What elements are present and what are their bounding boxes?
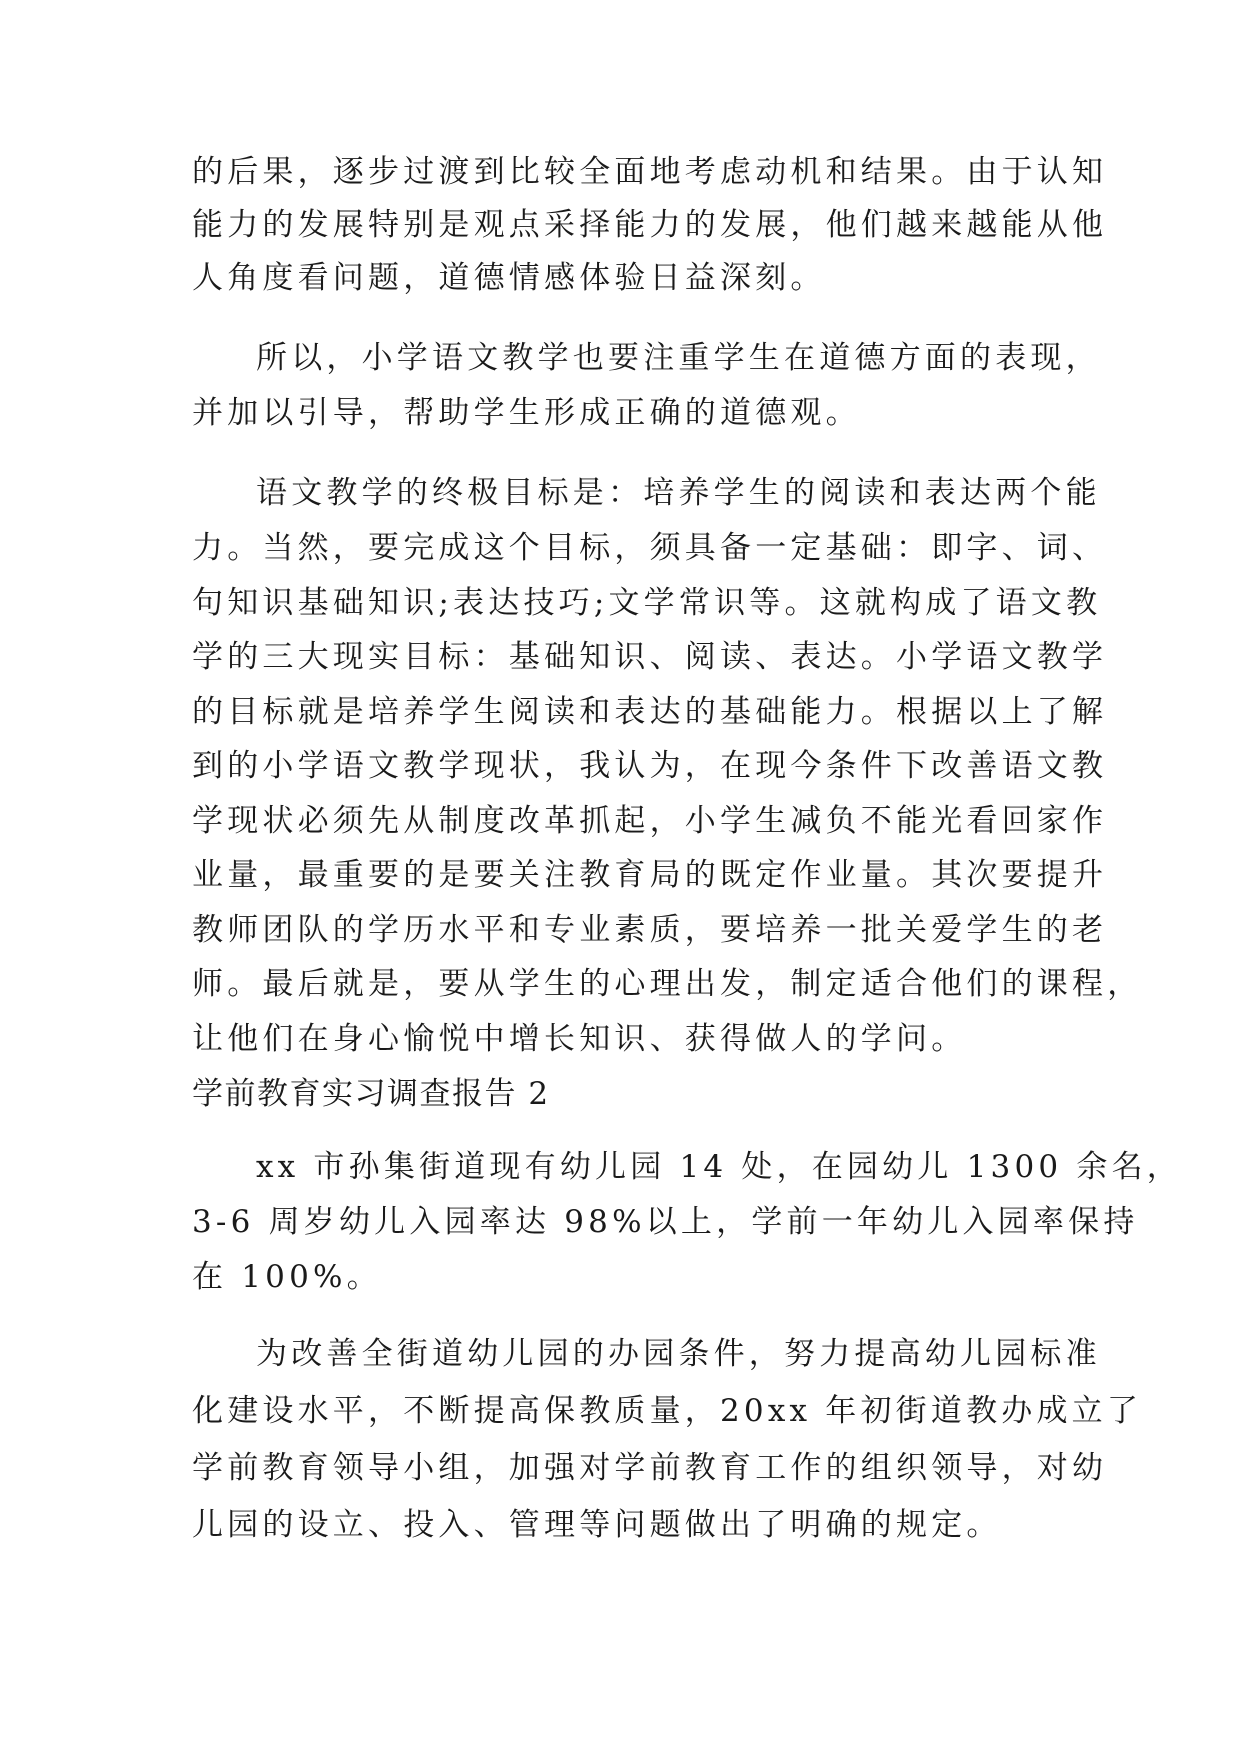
- paragraph-line: 力。当然，要完成这个目标，须具备一定基础：即字、词、: [192, 530, 1108, 566]
- paragraph-line: 让他们在身心愉悦中增长知识、获得做人的学问。: [192, 1021, 967, 1057]
- paragraph-line: 能力的发展特别是观点采择能力的发展，他们越来越能从他: [192, 207, 1108, 243]
- paragraph-line: 所以，小学语文教学也要注重学生在道德方面的表现，: [256, 340, 1101, 376]
- paragraph-line: 学前教育领导小组，加强对学前教育工作的组织领导，对幼: [192, 1450, 1108, 1486]
- paragraph-line: 语文教学的终极目标是：培养学生的阅读和表达两个能: [256, 475, 1101, 511]
- paragraph-line: 学现状必须先从制度改革抓起，小学生减负不能光看回家作: [192, 803, 1108, 839]
- paragraph-line: 的后果，逐步过渡到比较全面地考虑动机和结果。由于认知: [192, 154, 1108, 190]
- section-heading: 学前教育实习调查报告 2: [192, 1076, 550, 1112]
- paragraph-line: 在 100%。: [192, 1259, 382, 1295]
- paragraph-line: 为改善全街道幼儿园的办园条件，努力提高幼儿园标准: [256, 1336, 1101, 1372]
- paragraph-line: 学的三大现实目标：基础知识、阅读、表达。小学语文教学: [192, 639, 1108, 675]
- paragraph-line: 化建设水平，不断提高保教质量，20xx 年初街道教办成立了: [192, 1393, 1143, 1429]
- paragraph-line: 人角度看问题，道德情感体验日益深刻。: [192, 260, 826, 296]
- paragraph-line: 业量，最重要的是要关注教育局的既定作业量。其次要提升: [192, 857, 1108, 893]
- paragraph-line: 句知识基础知识;表达技巧;文学常识等。这就构成了语文教: [192, 585, 1102, 621]
- paragraph-line: 教师团队的学历水平和专业素质，要培养一批关爱学生的老: [192, 912, 1108, 948]
- paragraph-line: 师。最后就是，要从学生的心理出发，制定适合他们的课程，: [192, 966, 1143, 1002]
- paragraph-line: 儿园的设立、投入、管理等问题做出了明确的规定。: [192, 1507, 1002, 1543]
- paragraph-line: 并加以引导，帮助学生形成正确的道德观。: [192, 395, 861, 431]
- paragraph-line: 的目标就是培养学生阅读和表达的基础能力。根据以上了解: [192, 694, 1108, 730]
- paragraph-line: 3-6 周岁幼儿入园率达 98%以上，学前一年幼儿入园率保持: [192, 1204, 1139, 1240]
- paragraph-line: 到的小学语文教学现状，我认为，在现今条件下改善语文教: [192, 748, 1108, 784]
- paragraph-line: xx 市孙集街道现有幼儿园 14 处，在园幼儿 1300 余名，: [256, 1149, 1182, 1185]
